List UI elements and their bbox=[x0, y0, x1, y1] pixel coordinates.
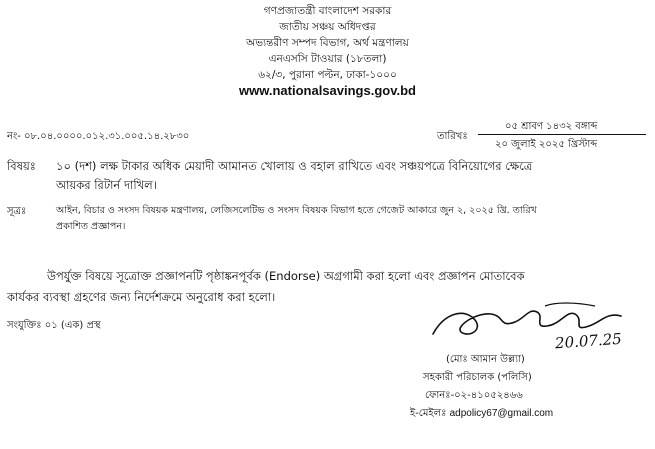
subject-label: বিষয়ঃ bbox=[7, 159, 36, 173]
website-link[interactable]: www.nationalsavings.gov.bd bbox=[239, 83, 416, 98]
attachment-note: সংযুক্তিঃ ০১ (এক) প্রস্থ bbox=[7, 320, 101, 331]
division-name: অভ্যন্তরীণ সম্পদ বিভাগ, অর্থ মন্ত্রণালয় bbox=[246, 37, 409, 49]
subject-line-1: ১০ (দশ) লক্ষ টাকার অধিক মেয়াদী আমানত খোলায় ও বহাল রাখিতে এবং সঞ্চয়পত্রে বিনিয়োগের ক্ষেত্রে bbox=[56, 159, 533, 173]
signatory-designation: সহকারী পরিচালক (পলিসি) bbox=[423, 372, 532, 383]
directorate-name: জাতীয় সঞ্চয় অধিদপ্তর bbox=[279, 21, 376, 33]
signature-scribble bbox=[425, 298, 655, 358]
date-label: তারিখঃ bbox=[437, 131, 468, 142]
office-address: ৬২/৩, পুরানা পল্টন, ঢাকা-১০০০ bbox=[258, 69, 397, 81]
email-label: ই-মেইলঃ bbox=[410, 408, 447, 419]
signatory-phone: ফোনঃ-০২-৪১০৫২৪৬৬ bbox=[425, 390, 523, 401]
reference-label: সূত্রঃ bbox=[7, 206, 27, 217]
reference-line-2: প্রকাশিত প্রজ্ঞাপন। bbox=[56, 221, 126, 232]
signatory-email[interactable]: adpolicy67@gmail.com bbox=[449, 408, 554, 419]
signature-date-handwritten: 20.07.25 bbox=[554, 329, 623, 353]
date-bangla: ০৫ শ্রাবণ ১৪৩২ বঙ্গাব্দ bbox=[505, 121, 598, 132]
date-gregorian: ২০ জুলাই ২০২৫ খ্রিস্টাব্দ bbox=[495, 139, 598, 150]
reference-line-1: আইন, বিচার ও সংসদ বিষয়ক মন্ত্রণালয়, লেজিসলেটিভ ও সংসদ বিষয়ক বিভাগ হতে গেজেট আকারে জুন ২, ২০২৫ খ্রি. তারিখ bbox=[56, 205, 537, 216]
signatory-name: (মোঃ আমান উল্ল্যা) bbox=[446, 354, 525, 365]
subject-line-2: আয়কর রিটার্ন দাখিল। bbox=[56, 178, 157, 192]
body-line-2: কার্যকর ব্যবস্থা গ্রহণের জন্য নির্দেশক্রমে অনুরোধ করা হলো। bbox=[7, 290, 276, 304]
body-line-1: উপর্যুক্ত বিষয়ে সূত্রোক্ত প্রজ্ঞাপনটি পৃষ্ঠাঙ্কনপূর্বক (Endorse) অগ্রগামী করা হলো এবং প্রজ্ঞাপন মোতাবেক bbox=[47, 269, 525, 283]
office-building: এনএসসি টাওয়ার (১৮তলা) bbox=[268, 53, 387, 65]
memo-number: নং- ০৮.০৪.০০০০.০১২.৩১.০০৫.১৪.২৮৩০ bbox=[7, 131, 190, 142]
signatory-email-row bbox=[410, 406, 553, 423]
date-divider bbox=[478, 134, 646, 135]
govt-title: গণপ্রজাতন্ত্রী বাংলাদেশ সরকার bbox=[263, 5, 392, 17]
